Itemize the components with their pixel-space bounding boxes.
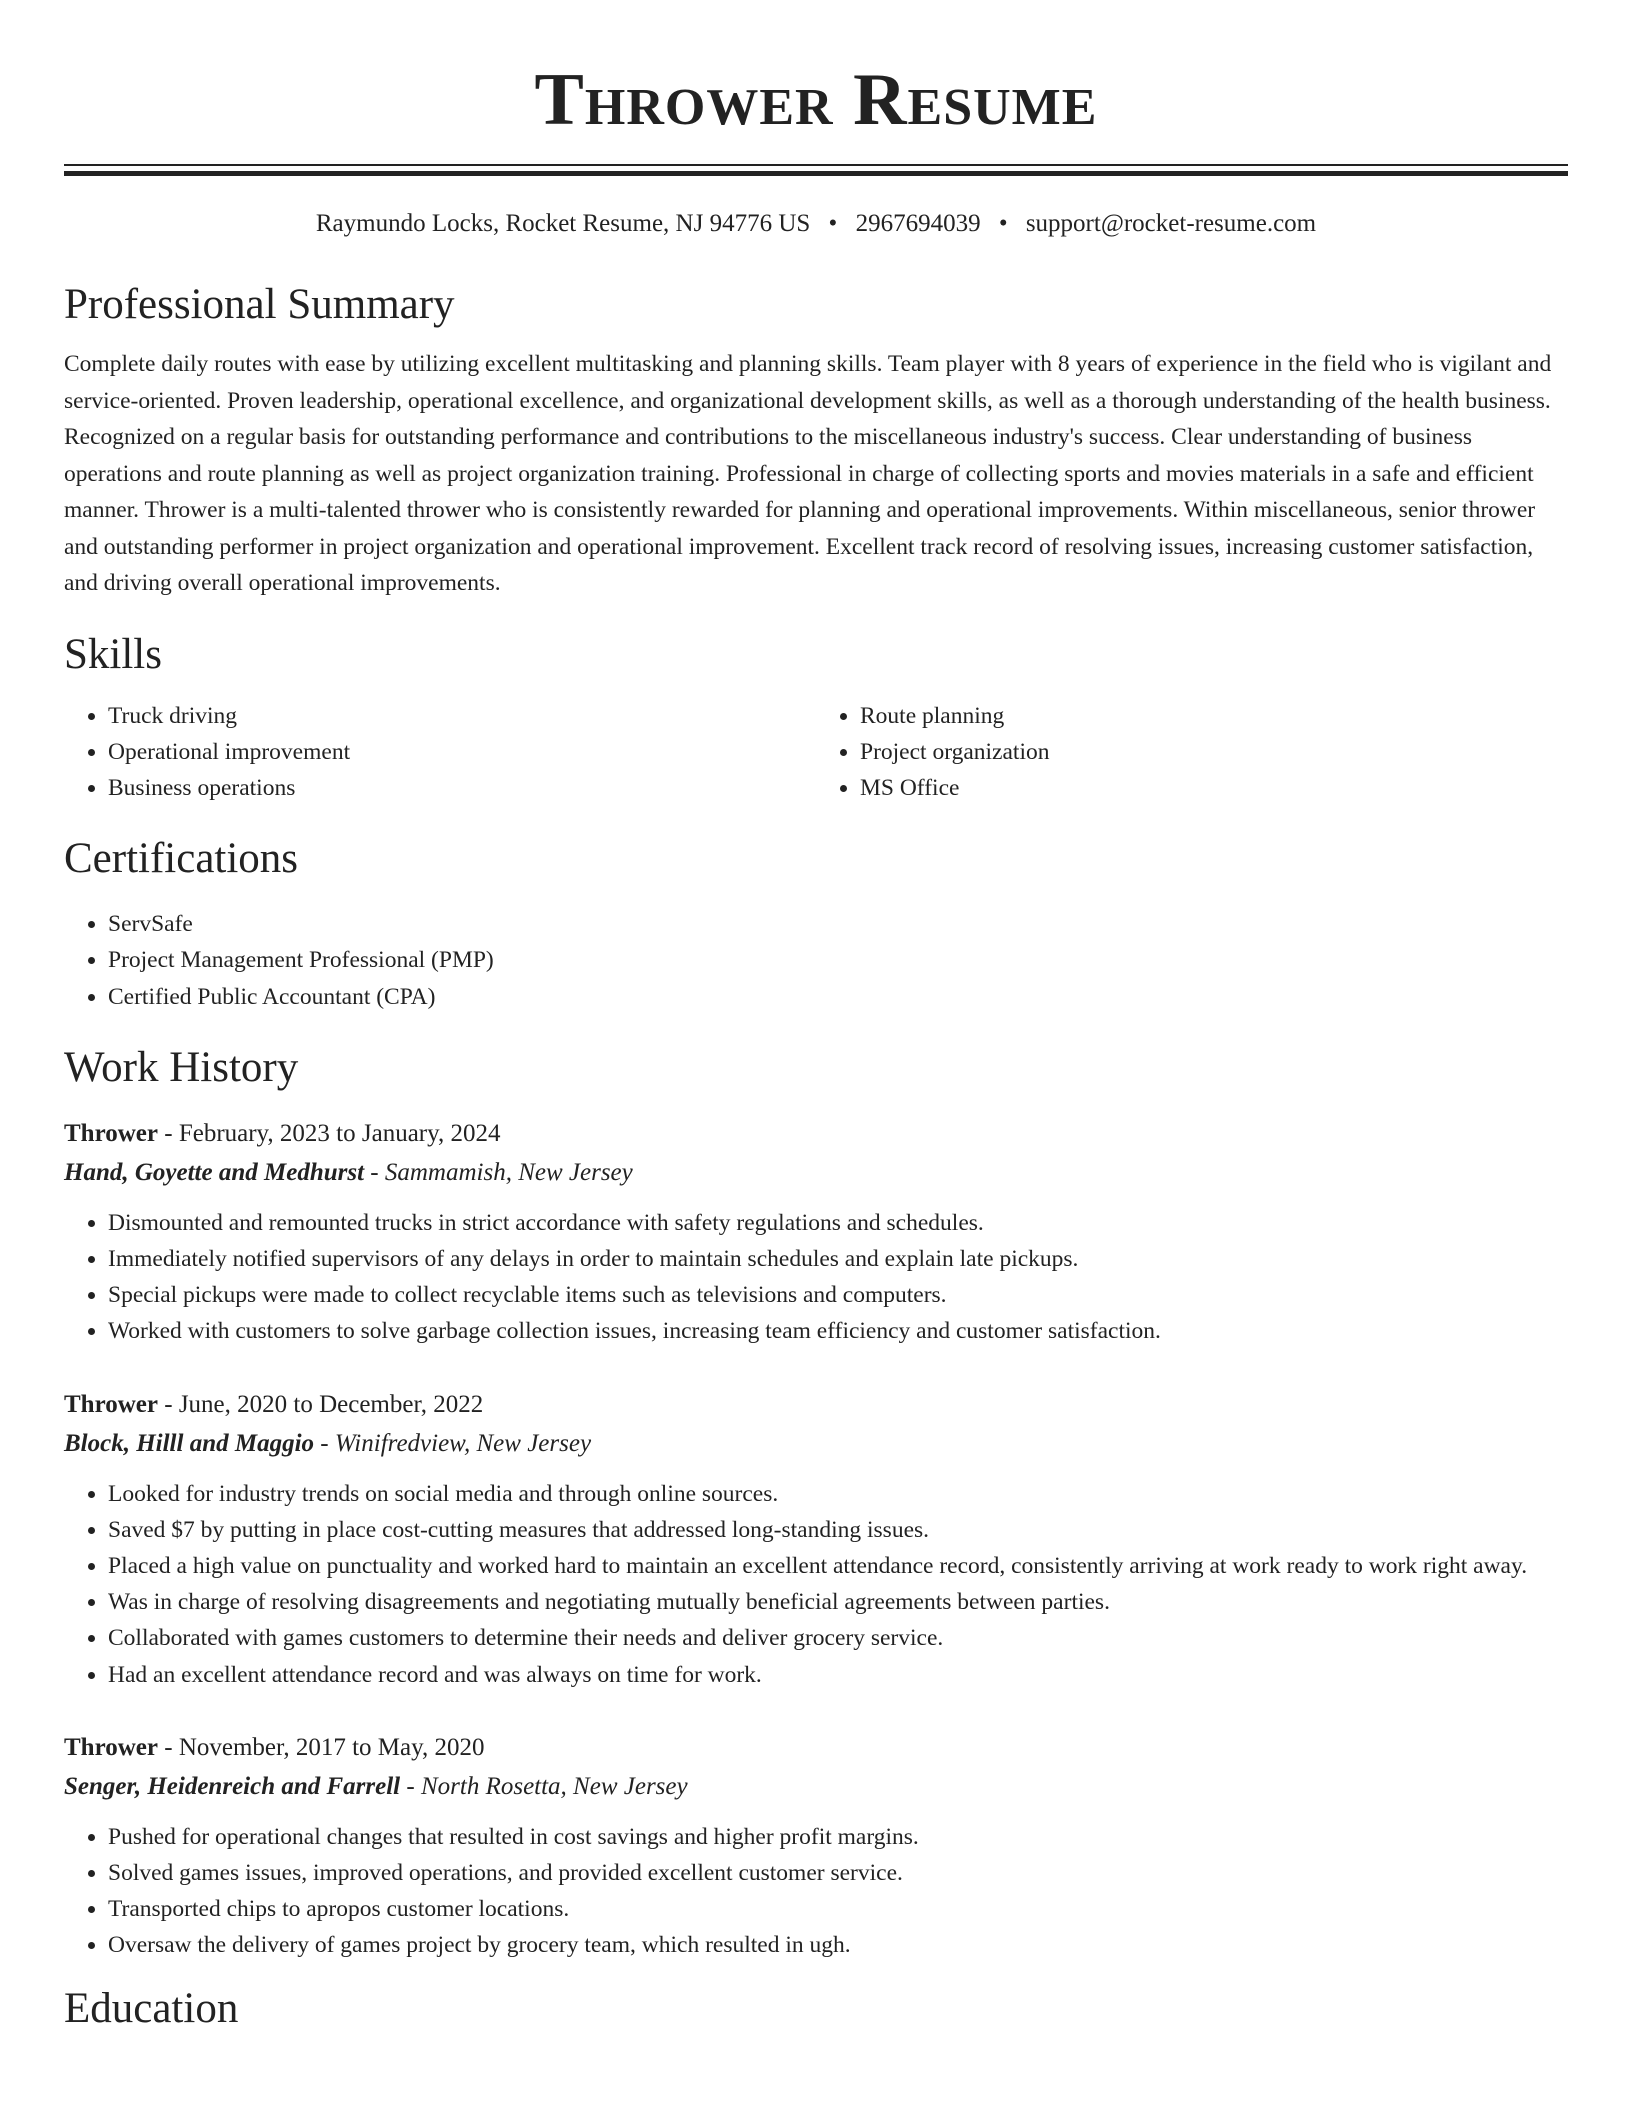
education-section: [64, 1984, 1568, 2034]
skill-item: • Truck driving: [108, 698, 816, 734]
skill-item: • Route planning: [860, 698, 1568, 734]
job-bullet: • Pushed for operational changes that resulted in cost savings and higher profit margins.: [108, 1819, 1568, 1855]
summary-text: Complete daily routes with ease by utilizing excellent multitasking and planning skills. Team player with 8 years of experience in the field who is vigilant and service-oriented. Proven leadership, operational excellence, and organizational development skills, as well as a thorough understanding of the health business. Recognized on a regular basis for outstanding performance and contributions to the miscellaneous industry's success. Clear understanding of business operations and route planning as well as project organization training. Professional in charge of collecting sports and movies materials in a safe and efficient manner. Thrower is a multi-talented thrower who is consistently rewarded for planning and operational improvements. Within miscellaneous, senior thrower and outstanding performer in project organization and operational improvement. Excellent track record of resolving issues, increasing customer satisfaction, and driving overall operational improvements.: [64, 351, 1552, 596]
job-header: Thrower - February, 2023 to January, 2024: [64, 1119, 501, 1147]
work-history-section: [64, 1043, 1568, 1964]
contact-phone: 2967694039: [855, 210, 981, 237]
job-title: Thrower: [64, 1390, 158, 1418]
title-divider-thin: [64, 164, 1568, 166]
job-header: Thrower - November, 2017 to May, 2020: [64, 1733, 485, 1761]
skill-item: • Business operations: [108, 770, 816, 806]
certification-item: • ServSafe: [108, 906, 1568, 942]
job-location: Winifredview, New Jersey: [334, 1429, 592, 1457]
job-bullet: • Placed a high value on punctuality and worked hard to maintain an excellent attendance record, consistently arriving at work ready to work right away.: [108, 1548, 1568, 1584]
job-employer: Hand, Goyette and Medhurst - Sammamish, New Jersey: [64, 1158, 633, 1186]
job-bullet: • Dismounted and remounted trucks in strict accordance with safety regulations and schedules.: [108, 1205, 1568, 1241]
skills-section: [64, 630, 1568, 807]
job-bullets: [64, 1819, 1568, 1964]
job-dates: June, 2020 to December, 2022: [178, 1390, 484, 1418]
skills-list-left: [64, 698, 816, 807]
work-history-heading: Work History: [64, 1043, 299, 1091]
job-bullets: [64, 1476, 1568, 1693]
job-bullet: • Oversaw the delivery of games project by grocery team, which resulted in ugh.: [108, 1927, 1568, 1963]
job-bullet: • Saved $7 by putting in place cost-cutting measures that addressed long-standing issues.: [108, 1512, 1568, 1548]
job-bullet: • Immediately notified supervisors of any delays in order to maintain schedules and explain late pickups.: [108, 1241, 1568, 1277]
resume-title: Thrower Resume: [534, 59, 1098, 141]
job-entry: [64, 1729, 1568, 1964]
job-bullet: • Special pickups were made to collect recyclable items such as televisions and computers.: [108, 1277, 1568, 1313]
job-entry: [64, 1386, 1568, 1693]
job-employer: Block, Hilll and Maggio - Winifredview, New Jersey: [64, 1429, 592, 1457]
job-title: Thrower: [64, 1119, 158, 1147]
job-company: Block, Hilll and Maggio: [64, 1429, 315, 1457]
skills-list-right: [816, 698, 1568, 807]
certifications-section: [64, 834, 1568, 1015]
job-bullet: • Solved games issues, improved operations, and provided excellent customer service.: [108, 1855, 1568, 1891]
job-bullet: • Had an excellent attendance record and was always on time for work.: [108, 1657, 1568, 1693]
skills-heading: Skills: [64, 630, 162, 678]
certifications-list: [64, 906, 1568, 1015]
skill-item: • MS Office: [860, 770, 1568, 806]
certifications-heading: Certifications: [64, 835, 299, 883]
job-location: Sammamish, New Jersey: [384, 1158, 633, 1186]
certification-item: • Project Management Professional (PMP): [108, 942, 1568, 978]
skill-item: • Operational improvement: [108, 734, 816, 770]
summary-section: [64, 280, 1568, 602]
title-divider-thick: [64, 171, 1568, 176]
job-title: Thrower: [64, 1733, 158, 1761]
job-employer: Senger, Heidenreich and Farrell - North Rosetta, New Jersey: [64, 1772, 688, 1800]
job-header: Thrower - June, 2020 to December, 2022: [64, 1390, 484, 1418]
job-bullet: • Transported chips to apropos customer locations.: [108, 1891, 1568, 1927]
education-heading: Education: [64, 1984, 239, 2032]
job-company: Senger, Heidenreich and Farrell: [64, 1772, 401, 1800]
contact-address: Raymundo Locks, Rocket Resume, NJ 94776 US: [315, 210, 811, 237]
job-bullet: • Collaborated with games customers to determine their needs and deliver grocery service.: [108, 1620, 1568, 1656]
job-company: Hand, Goyette and Medhurst: [64, 1158, 365, 1186]
summary-heading: Professional Summary: [64, 281, 455, 328]
job-bullets: [64, 1205, 1568, 1350]
certification-item: • Certified Public Accountant (CPA): [108, 979, 1568, 1015]
job-dates: February, 2023 to January, 2024: [178, 1119, 501, 1147]
contact-line: [64, 208, 1568, 240]
skill-item: • Project organization: [860, 734, 1568, 770]
contact-email: support@rocket-resume.com: [1025, 210, 1317, 237]
skills-grid: [64, 698, 1568, 807]
job-bullet: • Looked for industry trends on social media and through online sources.: [108, 1476, 1568, 1512]
job-location: North Rosetta, New Jersey: [420, 1772, 688, 1800]
job-dates: November, 2017 to May, 2020: [178, 1733, 485, 1761]
job-entry: [64, 1115, 1568, 1350]
job-bullet: • Worked with customers to solve garbage collection issues, increasing team efficiency and customer satisfaction.: [108, 1313, 1568, 1349]
job-bullet: • Was in charge of resolving disagreements and negotiating mutually beneficial agreements between parties.: [108, 1584, 1568, 1620]
contact-separator: •: [998, 210, 1008, 237]
contact-separator: •: [828, 210, 838, 237]
